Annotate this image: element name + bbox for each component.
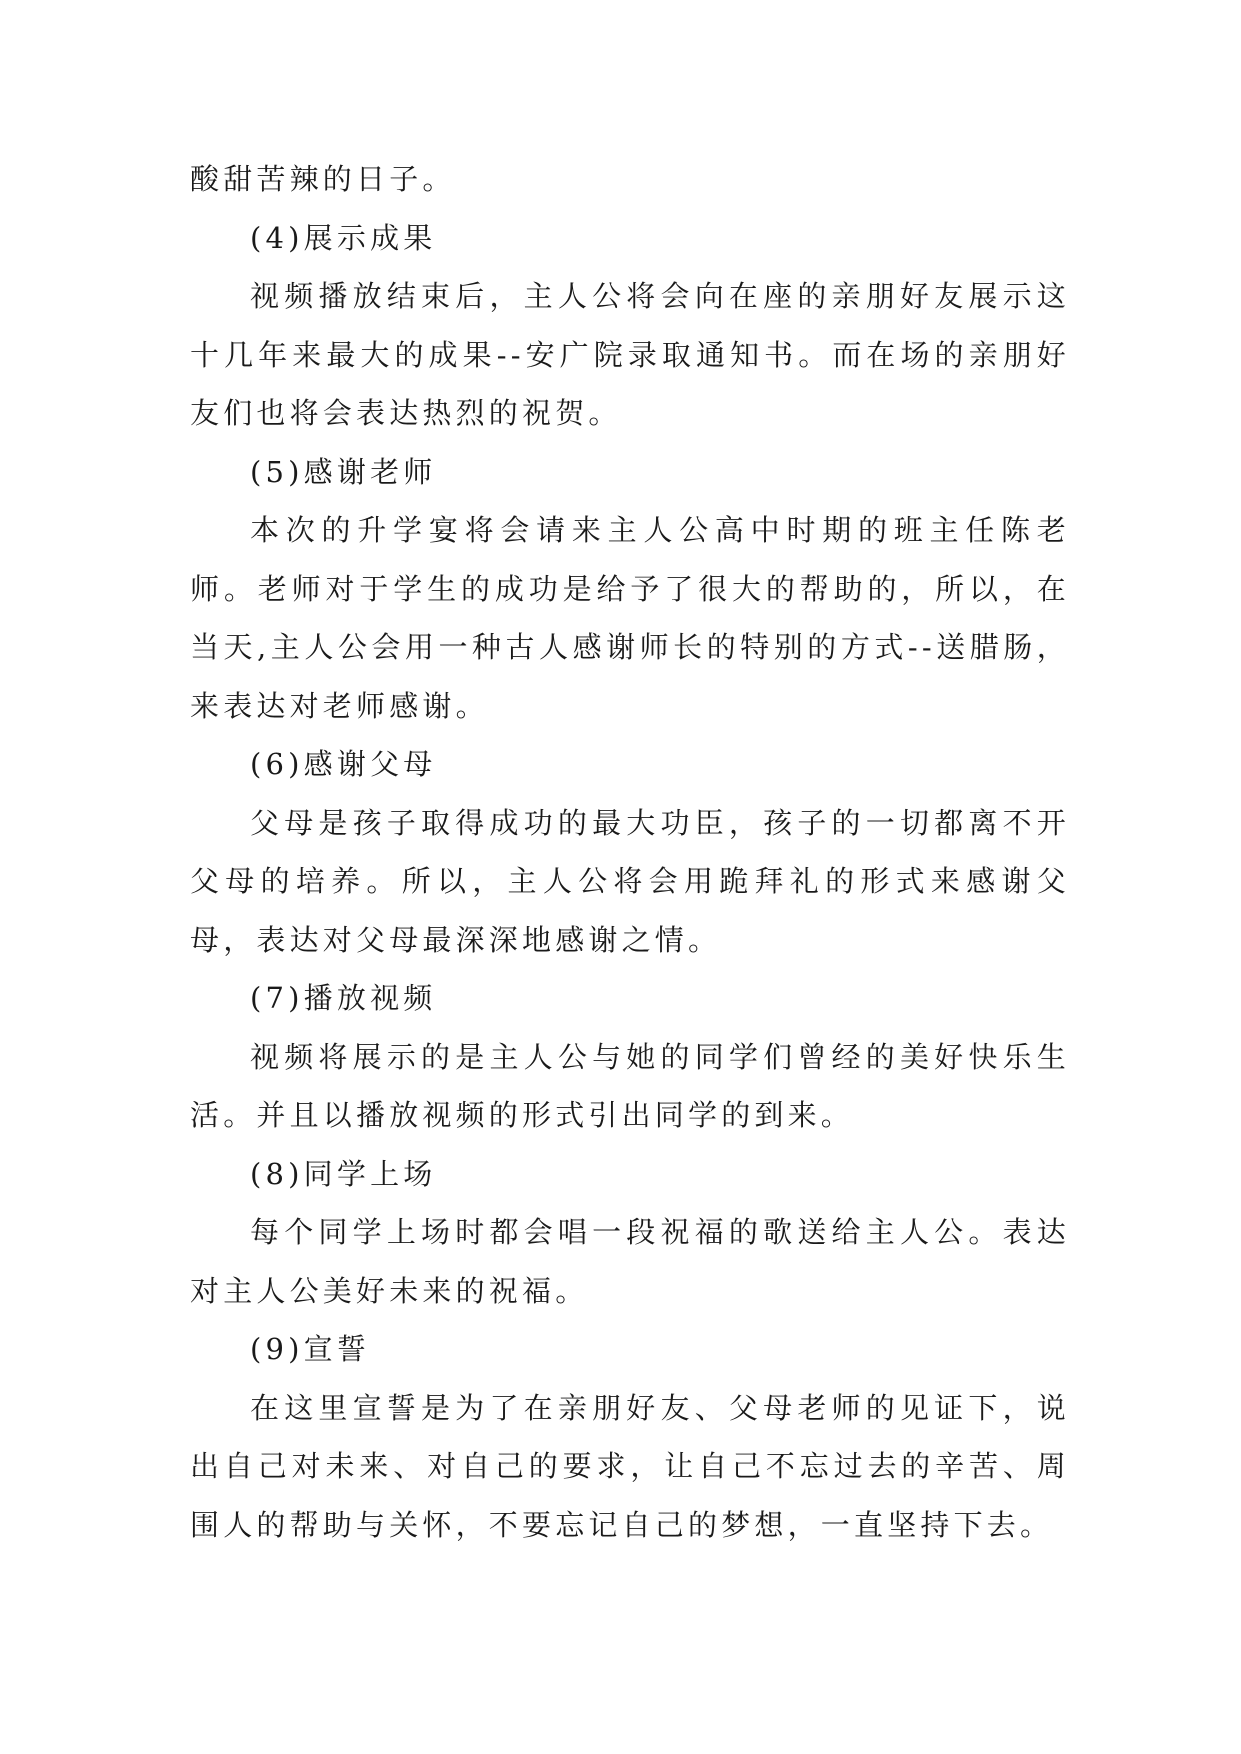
document-body	[190, 150, 1070, 1554]
section-heading-9: (9)宣誓	[250, 1332, 371, 1366]
paragraph-classmates: 每个同学上场时都会唱一段祝福的歌送给主人公。表达对主人公美好未来的祝福。	[190, 1215, 1070, 1308]
paragraph-thank-teacher: 本次的升学宴将会请来主人公高中时期的班主任陈老师。老师对于学生的成功是给予了很大的帮助的，所以，在当天,主人公会用一种古人感谢师长的特别的方式--送腊肠，来表达对老师感谢。	[190, 513, 1070, 723]
paragraph-continuation: 酸甜苦辣的日子。	[190, 162, 456, 196]
paragraph-thank-parents: 父母是孩子取得成功的最大功臣，孩子的一切都离不开父母的培养。所以，主人公将会用跪拜礼的形式来感谢父母，表达对父母最深深地感谢之情。	[190, 805, 1070, 957]
paragraph-play-video: 视频将展示的是主人公与她的同学们曾经的美好快乐生活。并且以播放视频的形式引出同学的到来。	[190, 1039, 1070, 1132]
section-heading-4: (4)展示成果	[250, 220, 437, 255]
section-heading-5: (5)感谢老师	[250, 454, 437, 489]
paragraph-show-results: 视频播放结束后，主人公将会向在座的亲朋好友展示这十几年来最大的成果--安广院录取通知书。而在场的亲朋好友们也将会表达热烈的祝贺。	[190, 279, 1070, 430]
section-heading-8: (8)同学上场	[250, 1156, 437, 1191]
section-heading-6: (6)感谢父母	[250, 747, 437, 781]
paragraph-oath: 在这里宣誓是为了在亲朋好友、父母老师的见证下，说出自己对未来、对自己的要求，让自己不忘过去的辛苦、周围人的帮助与关怀，不要忘记自己的梦想，一直坚持下去。	[190, 1390, 1070, 1542]
section-heading-7: (7)播放视频	[250, 981, 437, 1015]
